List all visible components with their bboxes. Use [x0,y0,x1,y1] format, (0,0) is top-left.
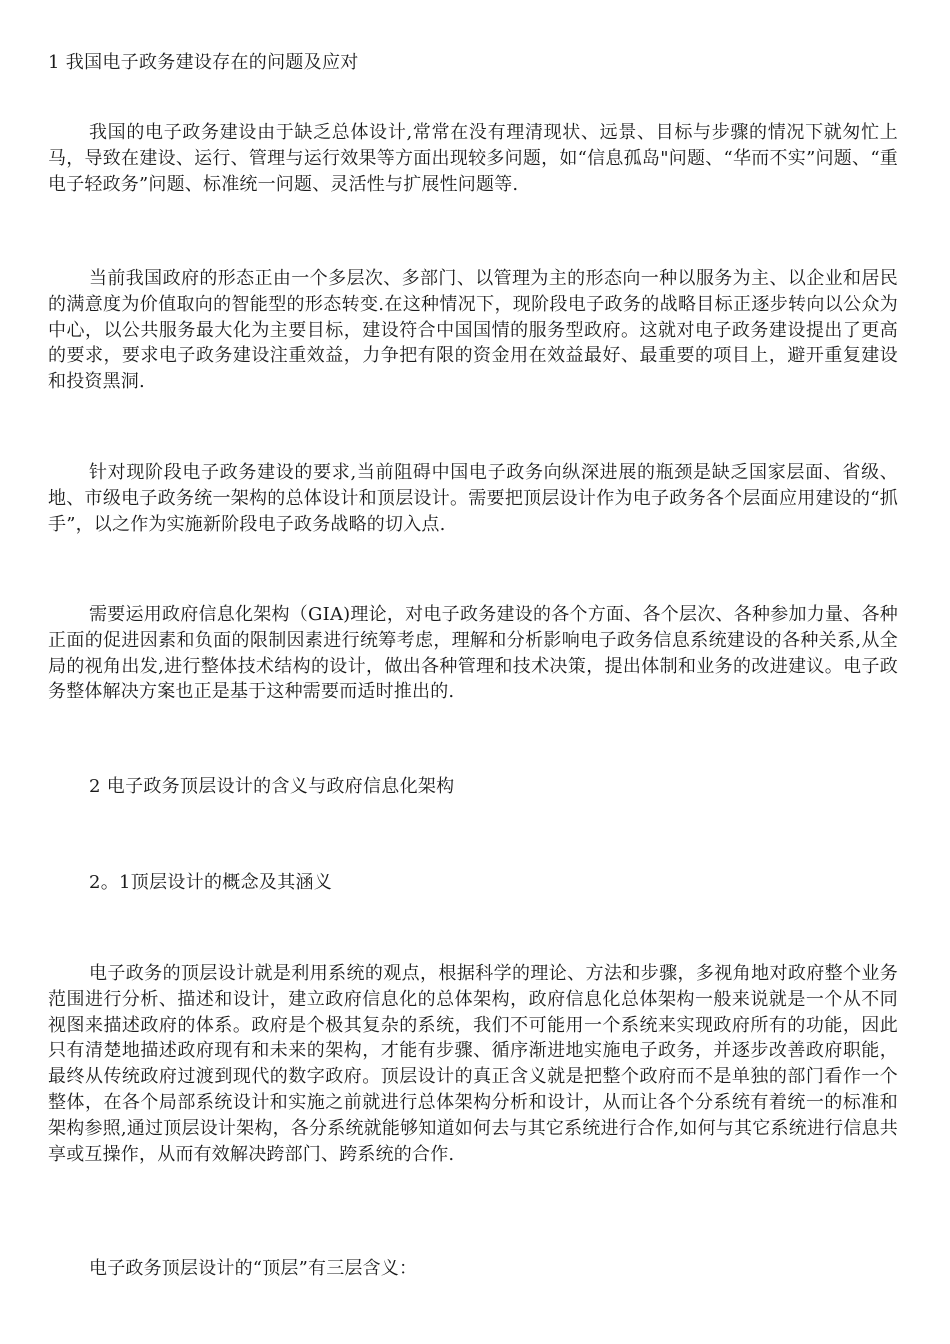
section-1-heading: 1 我国电子政务建设存在的问题及应对 [48,52,359,73]
section-2-heading: 2 电子政务顶层设计的含义与政府信息化架构 [89,776,455,797]
paragraph-government-transformation: 当前我国政府的形态正由一个多层次、多部门、以管理为主的形态向一种以服务为主、以企业和居民的满意度为价值取向的智能型的形态转变.在这种情况下，现阶段电子政务的战略目标正逐步转向以公众为中心，以公共服务最大化为主要目标，建设符合中国国情的服务型政府。这就对电子政务建设提出了更高的要求，要求电子政务建设注重效益，力争把有限的资金用在效益最好、最重要的项目上，避开重复建设和投资黑洞. [48,268,898,393]
paragraph-bottleneck: 针对现阶段电子政务建设的要求,当前阻碍中国电子政务向纵深进展的瓶颈是缺乏国家层面、省级、地、市级电子政务统一架构的总体设计和顶层设计。需要把顶层设计作为电子政务各个层面应用建设的“抓手”，以之作为实施新阶段电子政务战略的切入点. [48,462,898,535]
section-2-1-heading: 2。1顶层设计的概念及其涵义 [89,872,333,893]
paragraph-three-meanings: 电子政务顶层设计的“顶层”有三层含义： [89,1258,418,1279]
paragraph-top-level-design-definition: 电子政务的顶层设计就是利用系统的观点，根据科学的理论、方法和步骤，多视角地对政府整个业务范围进行分析、描述和设计，建立政府信息化的总体架构，政府信息化总体架构一般来说就是一个从不同视图来描述政府的体系。政府是个极其复杂的系统，我们不可能用一个系统来实现政府所有的功能，因此只有清楚地描述政府现有和未来的架构，才能有步骤、循序渐进地实施电子政务，并逐步改善政府职能，最终从传统政府过渡到现代的数字政府。顶层设计的真正含义就是把整个政府而不是单独的部门看作一个整体，在各个局部系统设计和实施之前就进行总体架构分析和设计，从而让各个分系统有着统一的标准和架构参照,通过顶层设计架构，各分系统就能够知道如何去与其它系统进行合作,如何与其它系统进行信息共享或互操作，从而有效解决跨部门、跨系统的合作. [48,963,898,1165]
paragraph-problems: 我国的电子政务建设由于缺乏总体设计,常常在没有理清现状、远景、目标与步骤的情况下就匆忙上马，导致在建设、运行、管理与运行效果等方面出现较多问题，如“信息孤岛"问题、“华而不实”问题、“重电子轻政务”问题、标准统一问题、灵活性与扩展性问题等. [48,122,898,195]
paragraph-gia-theory: 需要运用政府信息化架构（GIA)理论，对电子政务建设的各个方面、各个层次、各种参加力量、各种正面的促进因素和负面的限制因素进行统筹考虑，理解和分析影响电子政务信息系统建设的各种关系,从全局的视角出发,进行整体技术结构的设计，做出各种管理和技术决策，提出体制和业务的改进建议。电子政务整体解决方案也正是基于这种需要而适时推出的. [48,604,898,703]
